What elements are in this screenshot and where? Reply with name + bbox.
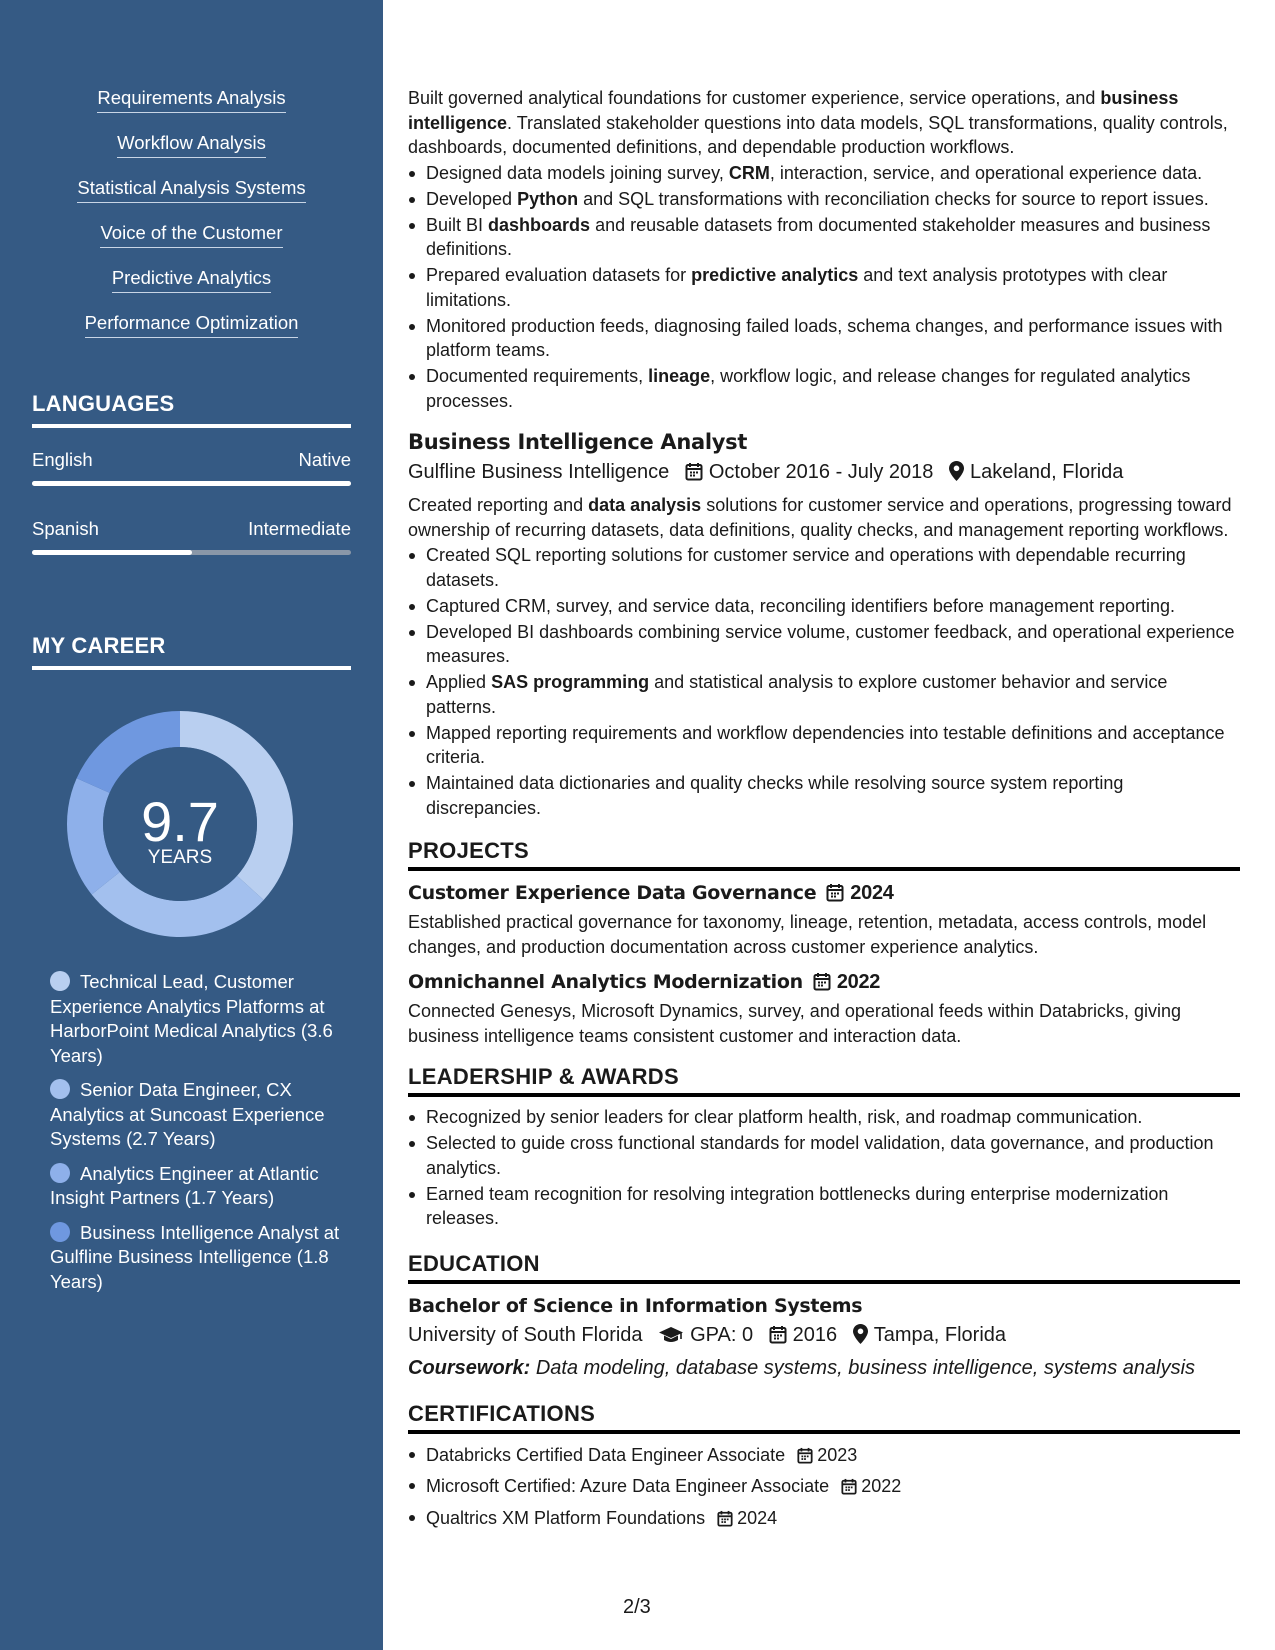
language-bar	[32, 481, 351, 486]
project-title-line	[408, 879, 1240, 910]
leadership-heading: LEADERSHIP & AWARDS	[408, 1062, 1240, 1097]
text-run: solutions for customer service and operations, progressing toward ownership of recurring datasets, data definitions, quality checks, and management reporting workflows.	[408, 495, 1232, 540]
career-label: Senior Data Engineer, CX Analytics at Suncoast Experience Systems (2.7 Years)	[50, 1079, 325, 1149]
bold-keyword: dashboards	[488, 214, 591, 235]
certifications-heading: CERTIFICATIONS	[408, 1399, 1240, 1434]
education-gpa: GPA: 0	[690, 1323, 754, 1346]
project-item	[408, 968, 1240, 1048]
career-legend-item	[50, 1221, 340, 1295]
calendar-icon	[797, 1445, 813, 1472]
calendar-icon	[685, 460, 703, 490]
education-heading: EDUCATION	[408, 1249, 1240, 1284]
graduation-cap-icon	[658, 1323, 684, 1353]
project-title-line	[408, 968, 1240, 999]
calendar-icon	[813, 971, 831, 999]
bold-keyword: predictive analytics	[691, 265, 859, 285]
calendar-icon	[826, 882, 844, 910]
text-run: Mapped reporting requirements and workflow dependencies into testable definitions and acceptance criteria.	[426, 722, 1225, 767]
leadership-item: Earned team recognition for resolving integration bottlenecks during enterprise modernization releases.	[408, 1182, 1240, 1231]
skill-item: Workflow Analysis	[117, 131, 266, 158]
career-total-years: 9.7	[141, 790, 219, 853]
certification-name: Databricks Certified Data Engineer Associate	[426, 1444, 786, 1465]
text-run: and reusable datasets from documented stakeholder measures and business definitions.	[426, 214, 1211, 259]
language-name: English	[32, 449, 93, 470]
text-run: Captured CRM, survey, and service data, reconciling identifiers before management reporting.	[426, 595, 1176, 616]
text-run: Maintained data dictionaries and quality checks while resolving source system reporting discrepancies.	[426, 773, 1124, 818]
education-coursework	[408, 1353, 1240, 1383]
certification-year: 2022	[861, 1476, 902, 1496]
job-bullets	[408, 543, 1240, 820]
bullet-item	[408, 187, 1240, 212]
text-run: , workflow logic, and release changes for regulated analytics processes.	[426, 366, 1191, 411]
certification-name: Qualtrics XM Platform Foundations	[426, 1507, 706, 1528]
bullet-item	[408, 594, 1240, 619]
bold-keyword: lineage	[648, 366, 711, 386]
coursework-text: Data modeling, database systems, business intelligence, systems analysis	[535, 1356, 1196, 1379]
bullet-item	[408, 670, 1240, 719]
job-company: Gulfline Business Intelligence	[408, 461, 670, 483]
bold-keyword: business intelligence	[408, 88, 1179, 133]
certification-item	[408, 1505, 1240, 1535]
text-run: Developed BI dashboards combining service volume, customer feedback, and operational experience measures.	[426, 621, 1235, 666]
calendar-icon	[769, 1323, 787, 1353]
certification-year: 2023	[817, 1444, 858, 1465]
project-title: Omnichannel Analytics Modernization	[408, 971, 803, 993]
page-number: 2/3	[623, 1596, 651, 1618]
bold-keyword: CRM	[728, 162, 770, 183]
skill-item: Requirements Analysis	[97, 86, 285, 113]
project-item	[408, 879, 1240, 959]
education-year: 2016	[792, 1323, 838, 1346]
skill-item: Predictive Analytics	[112, 266, 271, 293]
bullet-item	[408, 263, 1240, 312]
career-label: Analytics Engineer at Atlantic Insight Partners (1.7 Years)	[50, 1162, 319, 1208]
text-run: Designed data models joining survey,	[426, 162, 729, 183]
language-level: Intermediate	[248, 518, 351, 539]
text-run: Built governed analytical foundations for customer experience, service operations, and	[408, 88, 1101, 108]
language-bar-fill	[32, 481, 351, 486]
job-dates: October 2016 - July 2018	[708, 461, 934, 483]
map-pin-icon	[853, 1323, 868, 1353]
text-run: Prepared evaluation datasets for	[426, 265, 692, 285]
career-legend-item	[50, 970, 340, 1068]
leadership-item: Selected to guide cross functional standards for model validation, data governance, and production analytics.	[408, 1131, 1240, 1180]
skill-item: Performance Optimization	[85, 311, 299, 338]
project-year: 2024	[850, 882, 894, 904]
text-run: Developed	[426, 188, 518, 209]
text-run: , interaction, service, and operational experience data.	[769, 162, 1203, 183]
text-run: Monitored production feeds, diagnosing failed loads, schema changes, and performance issues with platform teams.	[426, 315, 1223, 360]
skill-item: Statistical Analysis Systems	[77, 176, 305, 203]
sidebar	[0, 0, 383, 1650]
career-label: Business Intelligence Analyst at Gulfline Business Intelligence (1.8 Years)	[50, 1221, 340, 1292]
bold-keyword: SAS programming	[491, 672, 650, 692]
text-run: and SQL transformations with reconciliation checks for source to report issues.	[578, 188, 1209, 209]
project-year: 2022	[836, 971, 881, 993]
career-donut-chart	[64, 708, 296, 940]
bullet-item	[408, 213, 1240, 262]
skill-item: Voice of the Customer	[100, 221, 282, 248]
bullet-item	[408, 543, 1240, 592]
bullet-item	[408, 161, 1240, 186]
skills-list	[0, 86, 383, 356]
education-school: University of South Florida	[408, 1323, 643, 1346]
text-run: . Translated stakeholder questions into data models, SQL transformations, quality controls, dashboards, documented definitions, and dependable production workflows.	[408, 112, 1228, 157]
job-title: Business Intelligence Analyst	[408, 430, 748, 454]
language-bar	[32, 550, 351, 555]
text-run: Documented requirements,	[426, 366, 649, 386]
career-legend-item	[50, 1162, 340, 1211]
bold-keyword: data analysis	[588, 495, 702, 515]
education-location: Tampa, Florida	[873, 1323, 1007, 1346]
text-run: Applied	[426, 672, 492, 692]
career-dot-icon	[50, 1163, 70, 1183]
education-meta	[408, 1320, 1240, 1353]
certifications-list	[408, 1442, 1240, 1535]
certification-item	[408, 1442, 1240, 1472]
leadership-list	[408, 1105, 1240, 1231]
career-years-unit: YEARS	[147, 847, 213, 868]
experience-intro	[408, 86, 1240, 160]
career-dot-icon	[50, 1222, 70, 1242]
language-level: Native	[298, 449, 351, 470]
career-dot-icon	[50, 1079, 70, 1099]
coursework-label: Coursework:	[408, 1356, 531, 1379]
languages-heading: LANGUAGES	[32, 391, 351, 428]
leadership-item: Recognized by senior leaders for clear platform health, risk, and roadmap communication.	[408, 1105, 1240, 1130]
career-heading: MY CAREER	[32, 633, 351, 670]
bullet-item	[408, 620, 1240, 669]
project-title: Customer Experience Data Governance	[408, 882, 817, 904]
language-bar-fill	[32, 550, 192, 555]
certification-name: Microsoft Certified: Azure Data Engineer Associate	[426, 1476, 830, 1496]
projects-heading: PROJECTS	[408, 836, 1240, 871]
text-run: and text analysis prototypes with clear limitations.	[426, 265, 1168, 310]
project-description: Connected Genesys, Microsoft Dynamics, survey, and operational feeds within Databricks, giving business intelligence teams consistent customer and interaction data.	[408, 1001, 1182, 1046]
text-run: Built BI	[426, 214, 489, 235]
job-meta	[408, 457, 1240, 490]
calendar-icon	[841, 1476, 857, 1503]
bold-keyword: Python	[517, 188, 579, 209]
text-run: Created reporting and	[408, 495, 589, 515]
bullet-item	[408, 314, 1240, 363]
main-content	[408, 86, 1240, 1536]
language-name: Spanish	[32, 518, 99, 539]
certification-item	[408, 1473, 1240, 1503]
education-degree: Bachelor of Science in Information Systems	[408, 1294, 863, 1317]
map-pin-icon	[949, 460, 964, 490]
career-legend	[50, 970, 340, 1304]
project-description: Established practical governance for taxonomy, lineage, retention, metadata, access controls, model changes, and production documentation across customer experience analytics.	[408, 912, 1207, 957]
certification-year: 2024	[737, 1507, 778, 1528]
bullet-item	[408, 771, 1240, 820]
bullet-item	[408, 721, 1240, 770]
text-run: Created SQL reporting solutions for customer service and operations with dependable recurring datasets.	[426, 545, 1186, 590]
experience-intro-bullets	[408, 161, 1240, 414]
career-dot-icon	[50, 971, 70, 991]
career-legend-item	[50, 1078, 340, 1152]
calendar-icon	[717, 1508, 733, 1535]
bullet-item	[408, 364, 1240, 413]
job-summary	[408, 493, 1240, 542]
job-location: Lakeland, Florida	[969, 461, 1124, 483]
text-run: and statistical analysis to explore customer behavior and service patterns.	[426, 672, 1168, 717]
career-label: Technical Lead, Customer Experience Analytics Platforms at HarborPoint Medical Analytics (3.6 Years)	[50, 971, 333, 1066]
